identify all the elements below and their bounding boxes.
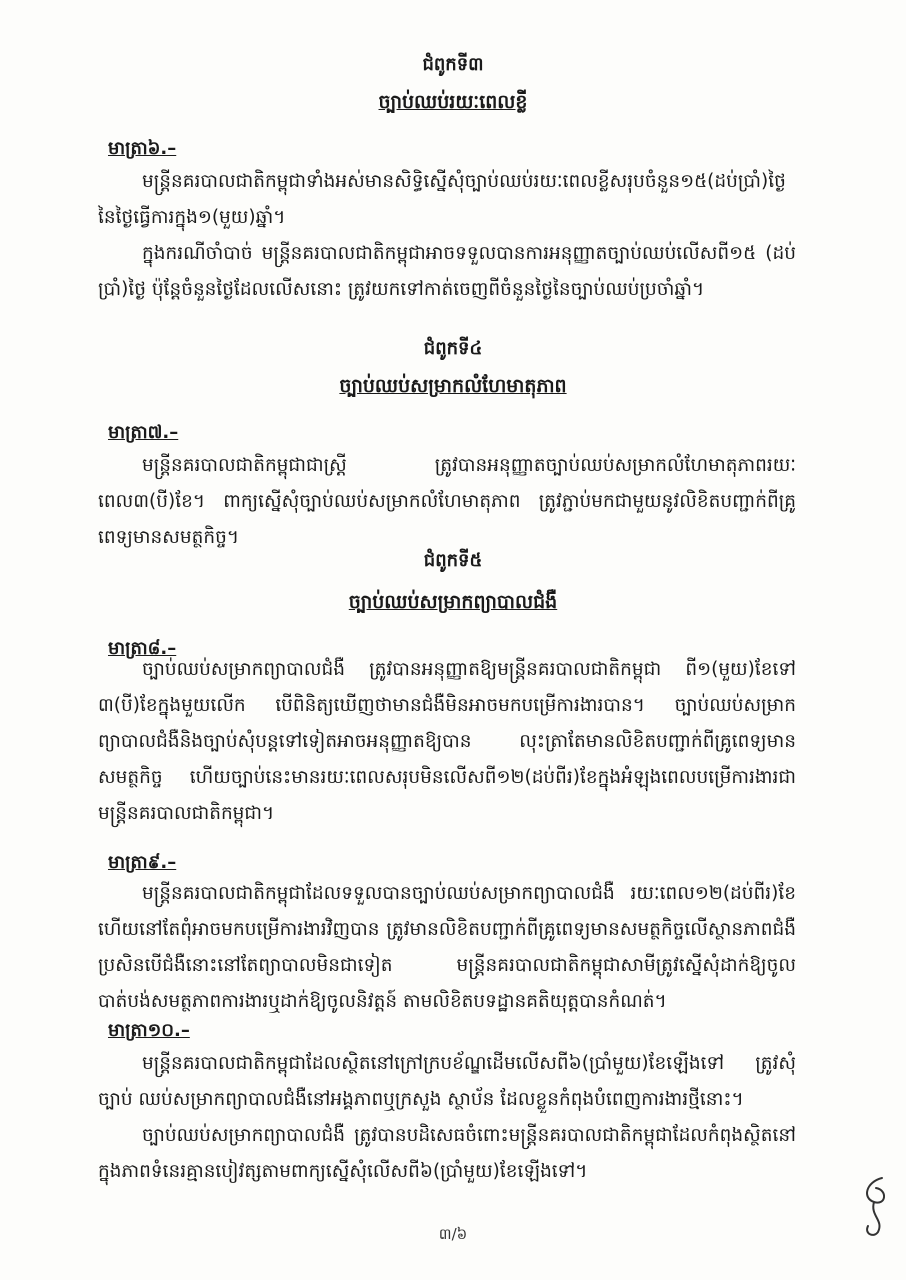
chapter-4-title: ច្បាប់ឈប់សម្រាកលំហែមាតុភាព [339,375,567,397]
article-10-paragraph-2: ច្បាប់ឈប់សម្រាកព្យាបាលជំងឺ ត្រូវបានបដិសេធចំពោះមន្ត្រីនគរបាលជាតិកម្ពុជាដែលកំពុងស្ថិតនៅ ក្នុងភាពទំនេរគ្មានបៀវត្សតាមពាក្យស្នើសុំលើសពី៦(ប្រាំមួយ)ខែឡើងទៅ។ [98,1125,796,1182]
page-number: ៣/៦ [438,1225,468,1243]
chapter-5-title: ច្បាប់ឈប់សម្រាកព្យាបាលជំងឺ [348,591,558,613]
article-6-paragraph-1: មន្ត្រីនគរបាលជាតិកម្ពុជាទាំងអស់មានសិទ្ធិស្នើសុំច្បាប់ឈប់រយៈពេលខ្លីសរុបចំនួន១៥(ដប់ប្រាំ)ថ្ងៃ នៃថ្ងៃធ្វើការក្នុង១(មួយ)ឆ្នាំ។ [98,171,786,228]
article-8-heading: មាត្រា៨.– [108,638,177,659]
article-9-paragraph-1: មន្ត្រីនគរបាលជាតិកម្ពុជាដែលទទួលបានច្បាប់ឈប់សម្រាកព្យាបាលជំងឺ រយៈពេល១២(ដប់ពីរ)ខែ ហើយនៅតែពុំអាចមកបម្រើការងារវិញបាន ត្រូវមានលិខិតបញ្ជាក់ពីគ្រូពេទ្យមានសមត្ថកិច្ចលើស្ថានភាពជំងឺ ប្រសិនបើជំងឺនោះនៅតែព្យាបាលមិនជាទៀត មន្ត្រីនគរបាលជាតិកម្ពុជាសាមីត្រូវស្នើសុំដាក់ឱ្យចូល បាត់បង់សមត្ថភាពការងារឬដាក់ឱ្យចូលនិវត្តន៍ តាមលិខិតបទដ្ឋានគតិយុត្តបានកំណត់។ [98,883,796,1012]
chapter-5-label: ជំពូកទី៥ [423,550,483,571]
article-6-paragraph-2: ក្នុងករណីចាំបាច់ មន្ត្រីនគរបាលជាតិកម្ពុជាអាចទទួលបានការអនុញ្ញាតច្បាប់ឈប់លើសពី១៥ (ដប់ប្រាំ)ថ្ងៃ ប៉ុន្តែចំនួនថ្ងៃដែលលើសនោះ ត្រូវយកទៅកាត់ចេញពីចំនួនថ្ងៃនៃច្បាប់ឈប់ប្រចាំឆ្នាំ។ [98,243,796,300]
chapter-3-title: ច្បាប់ឈប់រយៈពេលខ្លី [378,91,528,113]
article-10-paragraph-1: មន្ត្រីនគរបាលជាតិកម្ពុជាដែលស្ថិតនៅក្រៅក្របខ័ណ្ឌដើមលើសពី៦(ប្រាំមួយ)ខែឡើងទៅ ត្រូវសុំច្បាប់ ឈប់សម្រាកព្យាបាលជំងឺនៅអង្គភាពឬក្រសួង ស្ថាប័ន ដែលខ្លួនកំពុងបំពេញការងារថ្មីនោះ។ [98,1053,796,1110]
article-7-heading: មាត្រា៧.– [108,422,179,443]
chapter-3-label: ជំពូកទី៣ [422,54,484,75]
article-8-paragraph-1: ច្បាប់ឈប់សម្រាកព្យាបាលជំងឺ ត្រូវបានអនុញ្ញាតឱ្យមន្ត្រីនគរបាលជាតិកម្ពុជា ពី១(មួយ)ខែទៅ ៣(បី)ខែក្នុងមួយលើក បើពិនិត្យឃើញថាមានជំងឺមិនអាចមកបម្រើការងារបាន។ ច្បាប់ឈប់សម្រាក ព្យាបាលជំងឺនិងច្បាប់សុំបន្តទៅទៀតអាចអនុញ្ញាតឱ្យបាន លុះត្រាតែមានលិខិតបញ្ជាក់ពីគ្រូពេទ្យមាន សមត្ថកិច្ច ហើយច្បាប់នេះមានរយៈពេលសរុបមិនលើសពី១២(ដប់ពីរ)ខែក្នុងអំឡុងពេលបម្រើការងារជា មន្ត្រីនគរបាលជាតិកម្ពុជា។ [98,659,796,824]
article-6-heading: មាត្រា៦.– [108,138,177,159]
chapter-4-label: ជំពូកទី៤ [423,338,483,359]
article-7-paragraph-1: មន្ត្រីនគរបាលជាតិកម្ពុជាជាស្ត្រី ត្រូវបានអនុញ្ញាតច្បាប់ឈប់សម្រាកលំហែមាតុភាពរយៈពេល៣(បី)ខែ។ ពាក្យស្នើសុំច្បាប់ឈប់សម្រាកលំហែមាតុភាព ត្រូវភ្ជាប់មកជាមួយនូវលិខិតបញ្ជាក់ពីគ្រូពេទ្យមានសមត្ថកិច្ច។ [98,455,796,548]
handwritten-initials [852,1172,896,1242]
article-10-heading: មាត្រា១០.– [108,1020,190,1041]
article-9-heading: មាត្រា៩.– [108,852,177,873]
